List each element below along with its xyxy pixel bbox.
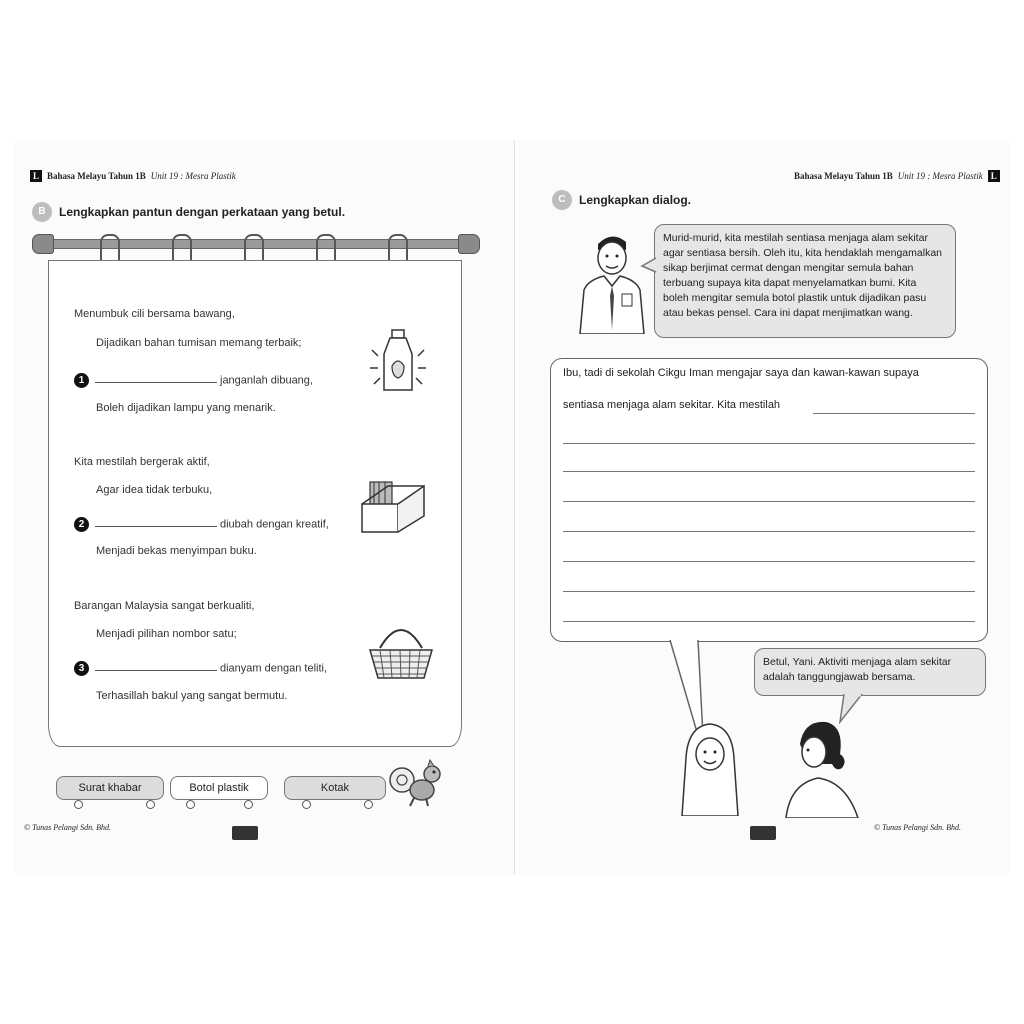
publisher-logo: L (30, 170, 42, 182)
answer-blank-3[interactable] (95, 670, 217, 671)
teacher-illustration (574, 230, 650, 334)
question-number: 2 (74, 517, 89, 532)
teacher-speech-line: agar sentiasa bersih. Oleh itu, kita hendaklah mengamalkan (663, 247, 942, 259)
plastic-bottle-lamp-illustration (366, 326, 430, 398)
pantun-2-line-3-rest: diubah dengan kreatif, (220, 518, 329, 531)
pantun-2-blank-line (74, 517, 329, 532)
answer-prompt-line-1: Ibu, tadi di sekolah Cikgu Iman mengajar saya dan kawan-kawan supaya (563, 367, 919, 379)
pantun-2-line-2: Agar idea tidak terbuku, (96, 484, 213, 496)
book-title: Bahasa Melayu Tahun 1B (794, 171, 893, 181)
writing-line[interactable] (563, 561, 975, 562)
teacher-speech-line: boleh mengitar semula botol plastik untuk dijadikan pasu (663, 292, 927, 304)
page-number-train-icon (232, 826, 258, 840)
section-b-heading (32, 202, 345, 222)
publisher-logo: L (988, 170, 1000, 182)
answer-blank-2[interactable] (95, 526, 217, 527)
writing-line[interactable] (563, 501, 975, 502)
section-badge: B (32, 202, 52, 222)
word-option-botol-plastik[interactable]: Botol plastik (170, 776, 268, 800)
writing-line[interactable] (563, 621, 975, 622)
right-page (518, 140, 1010, 875)
section-instruction: Lengkapkan pantun dengan perkataan yang betul. (59, 205, 346, 219)
pantun-2-line-4: Menjadi bekas menyimpan buku. (96, 545, 257, 557)
mother-illustration (778, 714, 868, 818)
writing-line[interactable] (813, 413, 975, 414)
pantun-3-blank-line (74, 661, 327, 676)
pantun-3-line-3-rest: dianyam dengan teliti, (220, 662, 328, 675)
left-header (30, 170, 236, 182)
mother-speech-line: Betul, Yani. Aktiviti menjaga alam sekitar (763, 656, 952, 668)
section-instruction: Lengkapkan dialog. (579, 193, 692, 207)
train-wheel (364, 800, 373, 809)
unit-label: Unit 19 : Mesra Plastik (150, 171, 236, 181)
pantun-1-line-3-rest: janganlah dibuang, (220, 374, 313, 387)
left-page (14, 140, 515, 875)
answer-writing-box[interactable] (550, 358, 988, 642)
question-number: 3 (74, 661, 89, 676)
train-wheel (302, 800, 311, 809)
writing-line[interactable] (563, 471, 975, 472)
teacher-speech-line: sikap berjimat cermat dengan mengitar semula bahan (663, 262, 914, 274)
pantun-3-line-1: Barangan Malaysia sangat berkualiti, (74, 600, 255, 612)
rod-end-right (458, 234, 480, 254)
unit-label: Unit 19 : Mesra Plastik (897, 171, 983, 181)
pantun-3-line-4: Terhasillah bakul yang sangat bermutu. (96, 690, 288, 702)
teacher-speech-bubble (654, 224, 956, 338)
woven-basket-illustration (366, 620, 436, 682)
squirrel-illustration (388, 758, 448, 810)
pantun-1-line-1: Menumbuk cili bersama bawang, (74, 308, 235, 320)
train-wheel (74, 800, 83, 809)
rod-end-left (32, 234, 54, 254)
writing-line[interactable] (563, 531, 975, 532)
word-option-kotak[interactable]: Kotak (284, 776, 386, 800)
train-wheel (186, 800, 195, 809)
answer-blank-1[interactable] (95, 382, 217, 383)
book-title: Bahasa Melayu Tahun 1B (47, 171, 146, 181)
section-c-heading (552, 190, 691, 210)
section-badge: C (552, 190, 572, 210)
right-header (794, 170, 1000, 182)
pantun-1-line-2: Dijadikan bahan tumisan memang terbaik; (96, 337, 302, 349)
word-option-surat-khabar[interactable]: Surat khabar (56, 776, 164, 800)
page-number-train-icon (750, 826, 776, 840)
writing-line[interactable] (563, 591, 975, 592)
pantun-1-line-4: Boleh dijadikan lampu yang menarik. (96, 402, 276, 414)
pantun-2-line-1: Kita mestilah bergerak aktif, (74, 456, 210, 468)
answer-prompt-line-2: sentiasa menjaga alam sekitar. Kita mestilah (563, 399, 781, 411)
teacher-speech-line: Murid-murid, kita mestilah sentiasa menjaga alam sekitar (663, 232, 928, 244)
box-book-holder-illustration (358, 476, 430, 536)
girl-yani-illustration (672, 718, 746, 816)
curtain-rod-illustration (32, 234, 480, 252)
copyright-footer: © Tunas Pelangi Sdn. Bhd. (874, 823, 961, 832)
teacher-speech-line: atau bekas pensel. Cara ini dapat menjimatkan wang. (663, 307, 913, 319)
mother-speech-line: adalah tanggungjawab bersama. (763, 671, 916, 683)
question-number: 1 (74, 373, 89, 388)
pantun-3-line-2: Menjadi pilihan nombor satu; (96, 628, 237, 640)
train-wheel (146, 800, 155, 809)
writing-line[interactable] (563, 443, 975, 444)
pantun-1-blank-line (74, 373, 313, 388)
mother-speech-bubble (754, 648, 986, 696)
teacher-speech-line: terbuang supaya kita dapat menyelamatkan bumi. Kita (663, 277, 917, 289)
copyright-footer: © Tunas Pelangi Sdn. Bhd. (24, 823, 111, 832)
speech-tail (640, 256, 658, 274)
train-wheel (244, 800, 253, 809)
